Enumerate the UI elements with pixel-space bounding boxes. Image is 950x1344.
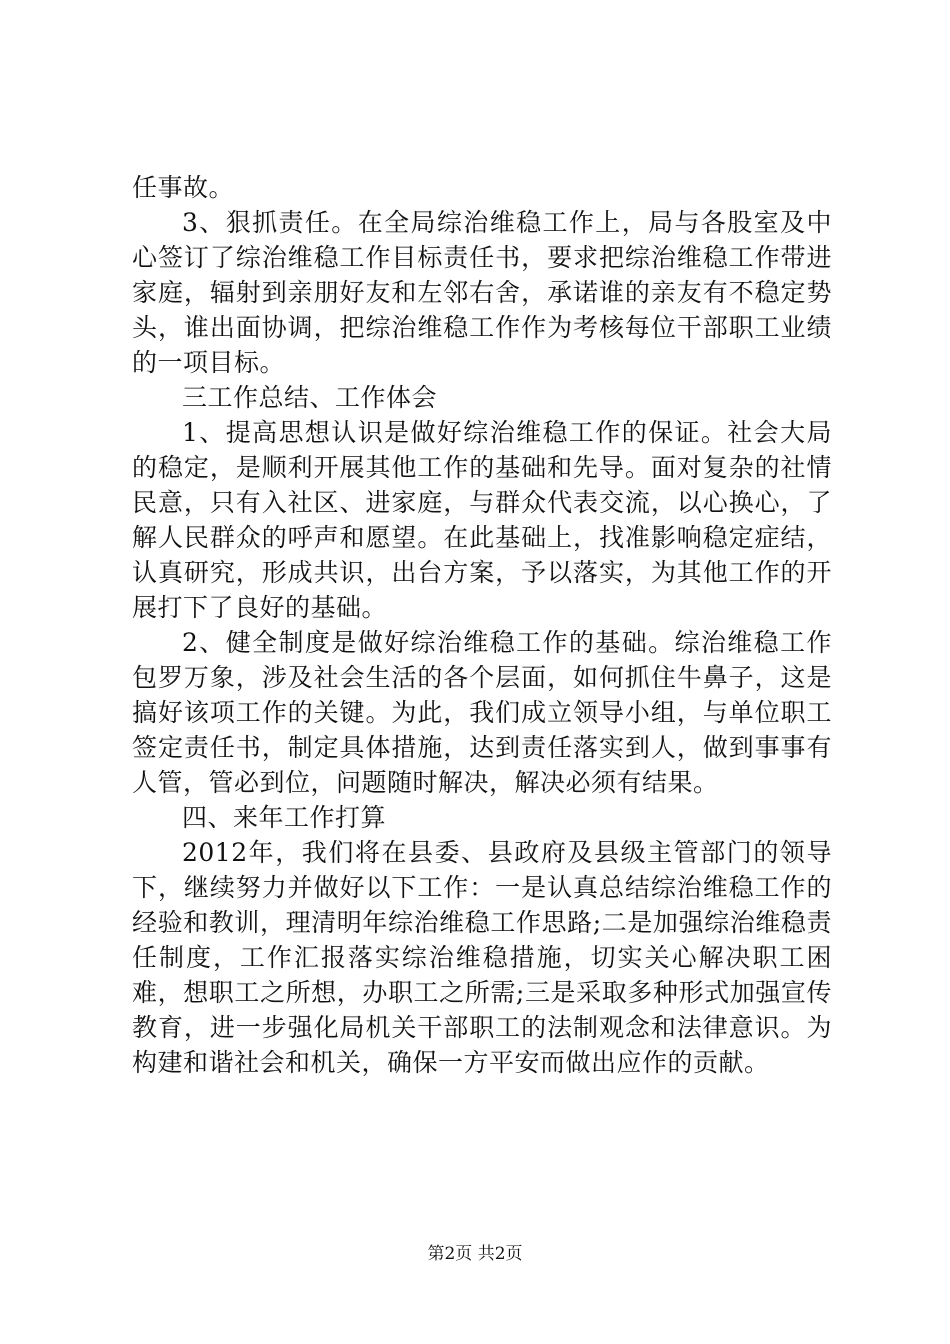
- section-heading: 三工作总结、工作体会: [182, 383, 438, 412]
- paragraph: 3、狠抓责任。在全局综治维稳工作上，局与各股室及中心签订了综治维稳工作目标责任书，要求把综治维稳工作带进家庭，辐射到亲朋好友和左邻右舍，承诺谁的亲友有不稳定势头，谁出面协调，把综治维稳工作作为考核每位干部职工业绩的一项目标。: [132, 208, 832, 377]
- section-heading: 四、来年工作打算: [182, 803, 387, 832]
- paragraph: 任事故。: [132, 173, 235, 202]
- document-body: [132, 170, 832, 1080]
- page-footer: [0, 1243, 950, 1265]
- page-number: 第2页 共2页: [427, 1244, 523, 1264]
- paragraph: 2、健全制度是做好综治维稳工作的基础。综治维稳工作包罗万象，涉及社会生活的各个层面，如何抓住牛鼻子，这是搞好该项工作的关键。为此，我们成立领导小组，与单位职工签定责任书，制定具体措施，达到责任落实到人，做到事事有人管，管必到位，问题随时解决，解决必须有结果。: [132, 628, 832, 797]
- paragraph: 2012年，我们将在县委、县政府及县级主管部门的领导下，继续努力并做好以下工作：一是认真总结综治维稳工作的经验和教训，理清明年综治维稳工作思路;二是加强综治维稳责任制度，工作汇报落实综治维稳措施，切实关心解决职工困难，想职工之所想，办职工之所需;三是采取多种形式加强宣传教育，进一步强化局机关干部职工的法制观念和法律意识。为构建和谐社会和机关，确保一方平安而做出应作的贡献。: [132, 838, 832, 1077]
- paragraph: 1、提高思想认识是做好综治维稳工作的保证。社会大局的稳定，是顺利开展其他工作的基础和先导。面对复杂的社情民意，只有入社区、进家庭，与群众代表交流，以心换心，了解人民群众的呼声和愿望。在此基础上，找准影响稳定症结，认真研究，形成共识，出台方案，予以落实，为其他工作的开展打下了良好的基础。: [132, 418, 832, 622]
